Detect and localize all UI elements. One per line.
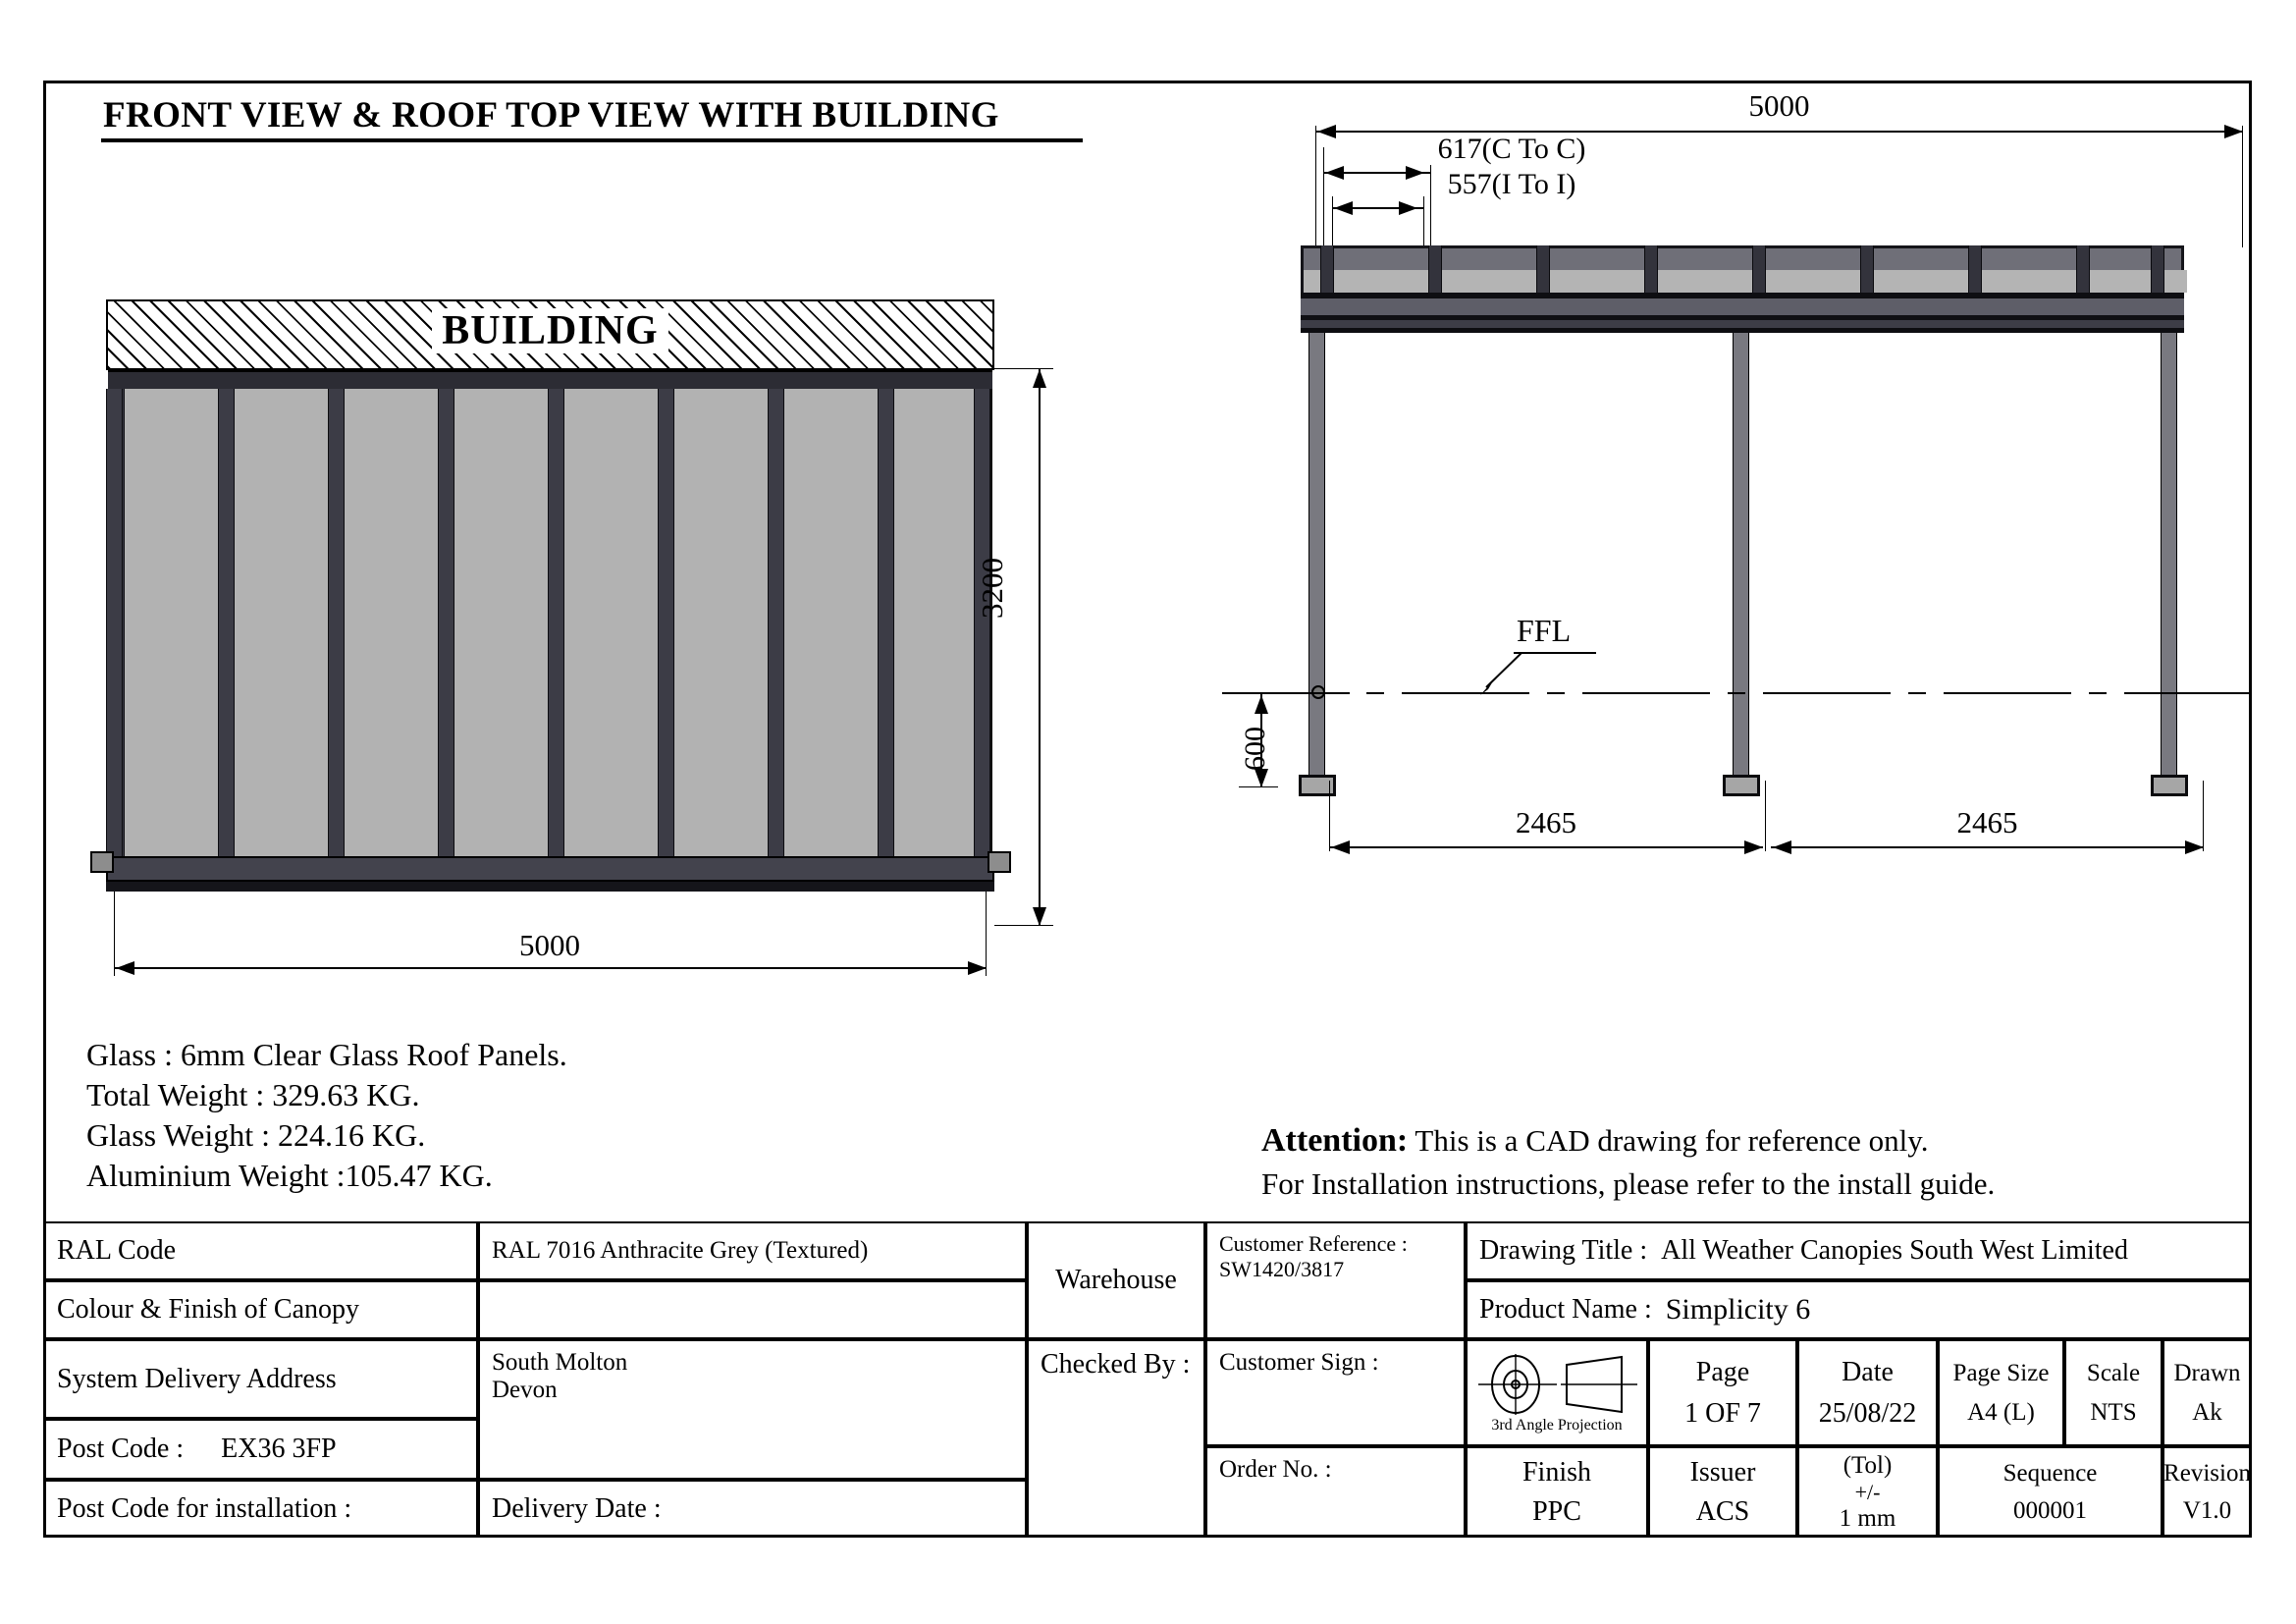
post-code-install-label: Post Code for installation : bbox=[57, 1492, 352, 1524]
side-view-post-right bbox=[2161, 333, 2177, 775]
side-view-ext-line bbox=[2242, 126, 2243, 247]
product-name-cell bbox=[1466, 1280, 2252, 1339]
specification-notes bbox=[86, 1035, 567, 1196]
ffl-datum-segment bbox=[1728, 692, 1745, 694]
page-size-label: Page Size bbox=[1952, 1359, 2050, 1386]
side-view-i-to-i-value: 557(I To I) bbox=[1447, 168, 1576, 200]
side-view-span-right-value: 2465 bbox=[1956, 805, 2018, 839]
product-name-label: Product Name : bbox=[1479, 1294, 1652, 1325]
ffl-label-underline bbox=[1514, 652, 1596, 654]
roof-rafter bbox=[1752, 245, 1766, 293]
ffl-datum-segment bbox=[1763, 692, 1891, 694]
post-code-cell[interactable] bbox=[43, 1419, 478, 1480]
front-view-mullion bbox=[768, 389, 784, 856]
page-cell bbox=[1648, 1339, 1797, 1446]
arrow-left-icon bbox=[1331, 840, 1350, 854]
roof-rafter bbox=[1320, 245, 1334, 293]
post-code-label: Post Code : bbox=[57, 1434, 185, 1464]
warehouse-cell bbox=[1027, 1221, 1205, 1339]
side-view-ext-line bbox=[1423, 196, 1424, 247]
delivery-address-line-1: South Molton bbox=[492, 1349, 628, 1376]
arrow-right-icon bbox=[2185, 840, 2204, 854]
drawing-title-value: All Weather Canopies South West Limited bbox=[1661, 1235, 2128, 1266]
drawn-value: Ak bbox=[2192, 1398, 2222, 1426]
tolerance-value: 1 mm bbox=[1839, 1504, 1896, 1532]
scale-cell bbox=[2064, 1339, 2163, 1446]
side-view-main-beam bbox=[1301, 298, 2184, 315]
side-view-beam-lower bbox=[1301, 320, 2184, 328]
sequence-cell bbox=[1938, 1446, 2163, 1538]
side-view-base-plate-right bbox=[2151, 775, 2188, 796]
ffl-datum-segment bbox=[1908, 692, 1926, 694]
front-view-width-value: 5000 bbox=[519, 928, 580, 962]
front-view-mullion bbox=[106, 389, 123, 856]
ffl-datum-segment bbox=[1944, 692, 2071, 694]
front-view-mullion bbox=[658, 389, 674, 856]
finish-value: PPC bbox=[1532, 1495, 1581, 1527]
delivery-address-label: System Delivery Address bbox=[57, 1363, 337, 1394]
ral-code-label: RAL Code bbox=[57, 1235, 177, 1266]
date-value: 25/08/22 bbox=[1818, 1397, 1917, 1429]
tolerance-cell bbox=[1797, 1446, 1938, 1538]
order-no-label: Order No. : bbox=[1219, 1456, 1332, 1483]
arrow-up-icon bbox=[1033, 369, 1046, 388]
product-name-value: Simplicity 6 bbox=[1665, 1293, 1811, 1326]
roof-rafter bbox=[1536, 245, 1550, 293]
arrow-right-icon bbox=[2224, 125, 2243, 138]
attention-line-2: For Installation instructions, please refer to the install guide. bbox=[1261, 1166, 1996, 1201]
page-value: 1 OF 7 bbox=[1684, 1397, 1761, 1429]
spec-line-total-wt: Total Weight : 329.63 KG. bbox=[86, 1077, 420, 1112]
arrow-right-icon bbox=[1744, 840, 1763, 854]
revision-cell bbox=[2163, 1446, 2252, 1538]
arrow-down-icon bbox=[1033, 907, 1046, 926]
ffl-datum-segment bbox=[1547, 692, 1565, 694]
side-view-post-middle bbox=[1733, 333, 1749, 775]
page-size-value: A4 (L) bbox=[1967, 1398, 2035, 1426]
issuer-value: ACS bbox=[1695, 1495, 1750, 1527]
front-view-mullion bbox=[548, 389, 564, 856]
third-angle-projection-icon bbox=[1472, 1352, 1641, 1417]
attention-text-1: This is a CAD drawing for reference only. bbox=[1408, 1123, 1929, 1158]
customer-sign-cell[interactable] bbox=[1205, 1339, 1466, 1446]
side-view-post-left bbox=[1308, 333, 1325, 775]
drawing-title-label: Drawing Title : bbox=[1479, 1235, 1648, 1266]
ffl-datum-segment bbox=[2124, 692, 2252, 694]
delivery-address-value-cell[interactable] bbox=[478, 1339, 1027, 1480]
tolerance-label: (Tol) bbox=[1842, 1451, 1893, 1479]
side-view-600-value: 600 bbox=[1239, 727, 1271, 771]
spec-line-glass: Glass : 6mm Clear Glass Roof Panels. bbox=[86, 1037, 567, 1072]
checked-by-cell[interactable] bbox=[1027, 1339, 1205, 1538]
checked-by-label: Checked By : bbox=[1041, 1349, 1191, 1380]
arrow-down-icon bbox=[1255, 769, 1268, 787]
front-view-width-dim-line bbox=[114, 967, 987, 969]
title-block bbox=[43, 1221, 2252, 1538]
ral-code-value: RAL 7016 Anthracite Grey (Textured) bbox=[492, 1237, 869, 1264]
customer-reference-label: Customer Reference : bbox=[1219, 1231, 1408, 1256]
delivery-date-label: Delivery Date : bbox=[492, 1492, 662, 1524]
colour-finish-label: Colour & Finish of Canopy bbox=[57, 1294, 360, 1325]
ffl-datum-segment bbox=[1582, 692, 1710, 694]
side-view-ext-line bbox=[1332, 196, 1333, 247]
customer-sign-label: Customer Sign : bbox=[1219, 1349, 1379, 1376]
side-view-overall-width-value: 5000 bbox=[1748, 88, 1810, 123]
front-view-mullion bbox=[438, 389, 454, 856]
roof-rafter bbox=[1644, 245, 1658, 293]
front-view-height-value: 3200 bbox=[975, 558, 1009, 619]
issuer-cell bbox=[1648, 1446, 1797, 1538]
arrow-right-icon bbox=[1399, 201, 1417, 215]
attention-line-1 bbox=[1261, 1119, 1995, 1163]
date-cell bbox=[1797, 1339, 1938, 1446]
ffl-datum-segment bbox=[2089, 692, 2107, 694]
side-view-span-left-dim-line bbox=[1329, 846, 1763, 848]
arrow-right-icon bbox=[968, 961, 987, 975]
tolerance-sub: +/- bbox=[1854, 1479, 1881, 1504]
page-label: Page bbox=[1695, 1356, 1750, 1387]
scale-label: Scale bbox=[2086, 1359, 2141, 1386]
delivery-date-cell[interactable] bbox=[478, 1480, 1027, 1538]
drawing-view-title: FRONT VIEW & ROOF TOP VIEW WITH BUILDING bbox=[103, 95, 999, 135]
roof-rafter bbox=[1428, 245, 1442, 293]
side-view-ext-line bbox=[1765, 781, 1766, 851]
attention-note bbox=[1261, 1119, 1995, 1206]
arrow-up-icon bbox=[1255, 695, 1268, 714]
front-view-mullion bbox=[878, 389, 894, 856]
side-view-base-plate-middle bbox=[1723, 775, 1760, 796]
projection-symbol-cell bbox=[1466, 1339, 1648, 1446]
front-view-bottom-beam-edge bbox=[106, 882, 994, 892]
front-view-height-dim-line bbox=[1039, 368, 1041, 926]
order-no-cell[interactable] bbox=[1205, 1446, 1466, 1538]
front-view-drawing bbox=[106, 299, 994, 928]
front-view-bottom-beam bbox=[106, 856, 994, 882]
revision-value: V1.0 bbox=[2182, 1496, 2232, 1524]
page-size-cell bbox=[1938, 1339, 2064, 1446]
side-view-600-ext-top bbox=[1239, 693, 1278, 694]
colour-finish-label-cell bbox=[43, 1280, 478, 1339]
ral-code-value-cell[interactable] bbox=[478, 1221, 1027, 1280]
issuer-label: Issuer bbox=[1689, 1456, 1756, 1488]
drawing-view-title-underline bbox=[101, 138, 1083, 142]
roof-rafter bbox=[2151, 245, 2164, 293]
sequence-value: 000001 bbox=[2013, 1496, 2087, 1524]
front-view-mullion bbox=[218, 389, 235, 856]
front-view-base-plate-right bbox=[988, 851, 1011, 873]
projection-caption: 3rd Angle Projection bbox=[1491, 1416, 1623, 1434]
finish-label: Finish bbox=[1522, 1456, 1592, 1488]
spec-line-glass-wt: Glass Weight : 224.16 KG. bbox=[86, 1117, 426, 1153]
side-view-c-to-c-value: 617(C To C) bbox=[1437, 133, 1586, 165]
delivery-address-line-2: Devon bbox=[492, 1377, 558, 1403]
front-view-mullion bbox=[974, 389, 990, 856]
front-view-base-plate-left bbox=[90, 851, 114, 873]
colour-finish-value-cell[interactable] bbox=[478, 1280, 1027, 1339]
arrow-left-icon bbox=[116, 961, 134, 975]
warehouse-label: Warehouse bbox=[1055, 1265, 1177, 1295]
drawn-cell bbox=[2163, 1339, 2252, 1446]
arrow-left-icon bbox=[1773, 840, 1791, 854]
spec-line-alum-wt: Aluminium Weight :105.47 KG. bbox=[86, 1158, 493, 1193]
ffl-datum-segment bbox=[1366, 692, 1384, 694]
post-code-value: EX36 3FP bbox=[221, 1434, 337, 1464]
side-view-base-plate-left bbox=[1299, 775, 1336, 796]
roof-rafter bbox=[2076, 245, 2090, 293]
delivery-address-label-cell bbox=[43, 1339, 478, 1419]
roof-rafter bbox=[1968, 245, 1982, 293]
attention-bold-label: Attention: bbox=[1261, 1122, 1409, 1159]
side-view-span-right-dim-line bbox=[1771, 846, 2204, 848]
roof-rafter bbox=[1860, 245, 1874, 293]
sequence-label: Sequence bbox=[2002, 1459, 2098, 1487]
side-view-span-left-value: 2465 bbox=[1516, 805, 1576, 839]
ral-code-label-cell bbox=[43, 1221, 478, 1280]
building-label: BUILDING bbox=[106, 307, 994, 354]
post-code-install-cell[interactable] bbox=[43, 1480, 478, 1538]
drawn-label: Drawn bbox=[2173, 1359, 2241, 1386]
ffl-leader-line bbox=[1465, 652, 1522, 695]
revision-label: Revision bbox=[2163, 1459, 2251, 1487]
customer-reference-cell[interactable] bbox=[1205, 1221, 1466, 1339]
scale-value: NTS bbox=[2090, 1398, 2137, 1426]
ffl-label: FFL bbox=[1517, 613, 1572, 648]
side-view-drawing bbox=[1301, 245, 2184, 805]
finish-cell bbox=[1466, 1446, 1648, 1538]
arrow-left-icon bbox=[1334, 201, 1353, 215]
drawing-title-cell bbox=[1466, 1221, 2252, 1280]
front-view-mullion bbox=[328, 389, 345, 856]
customer-reference-value: SW1420/3817 bbox=[1219, 1257, 1345, 1281]
date-label: Date bbox=[1842, 1356, 1894, 1387]
